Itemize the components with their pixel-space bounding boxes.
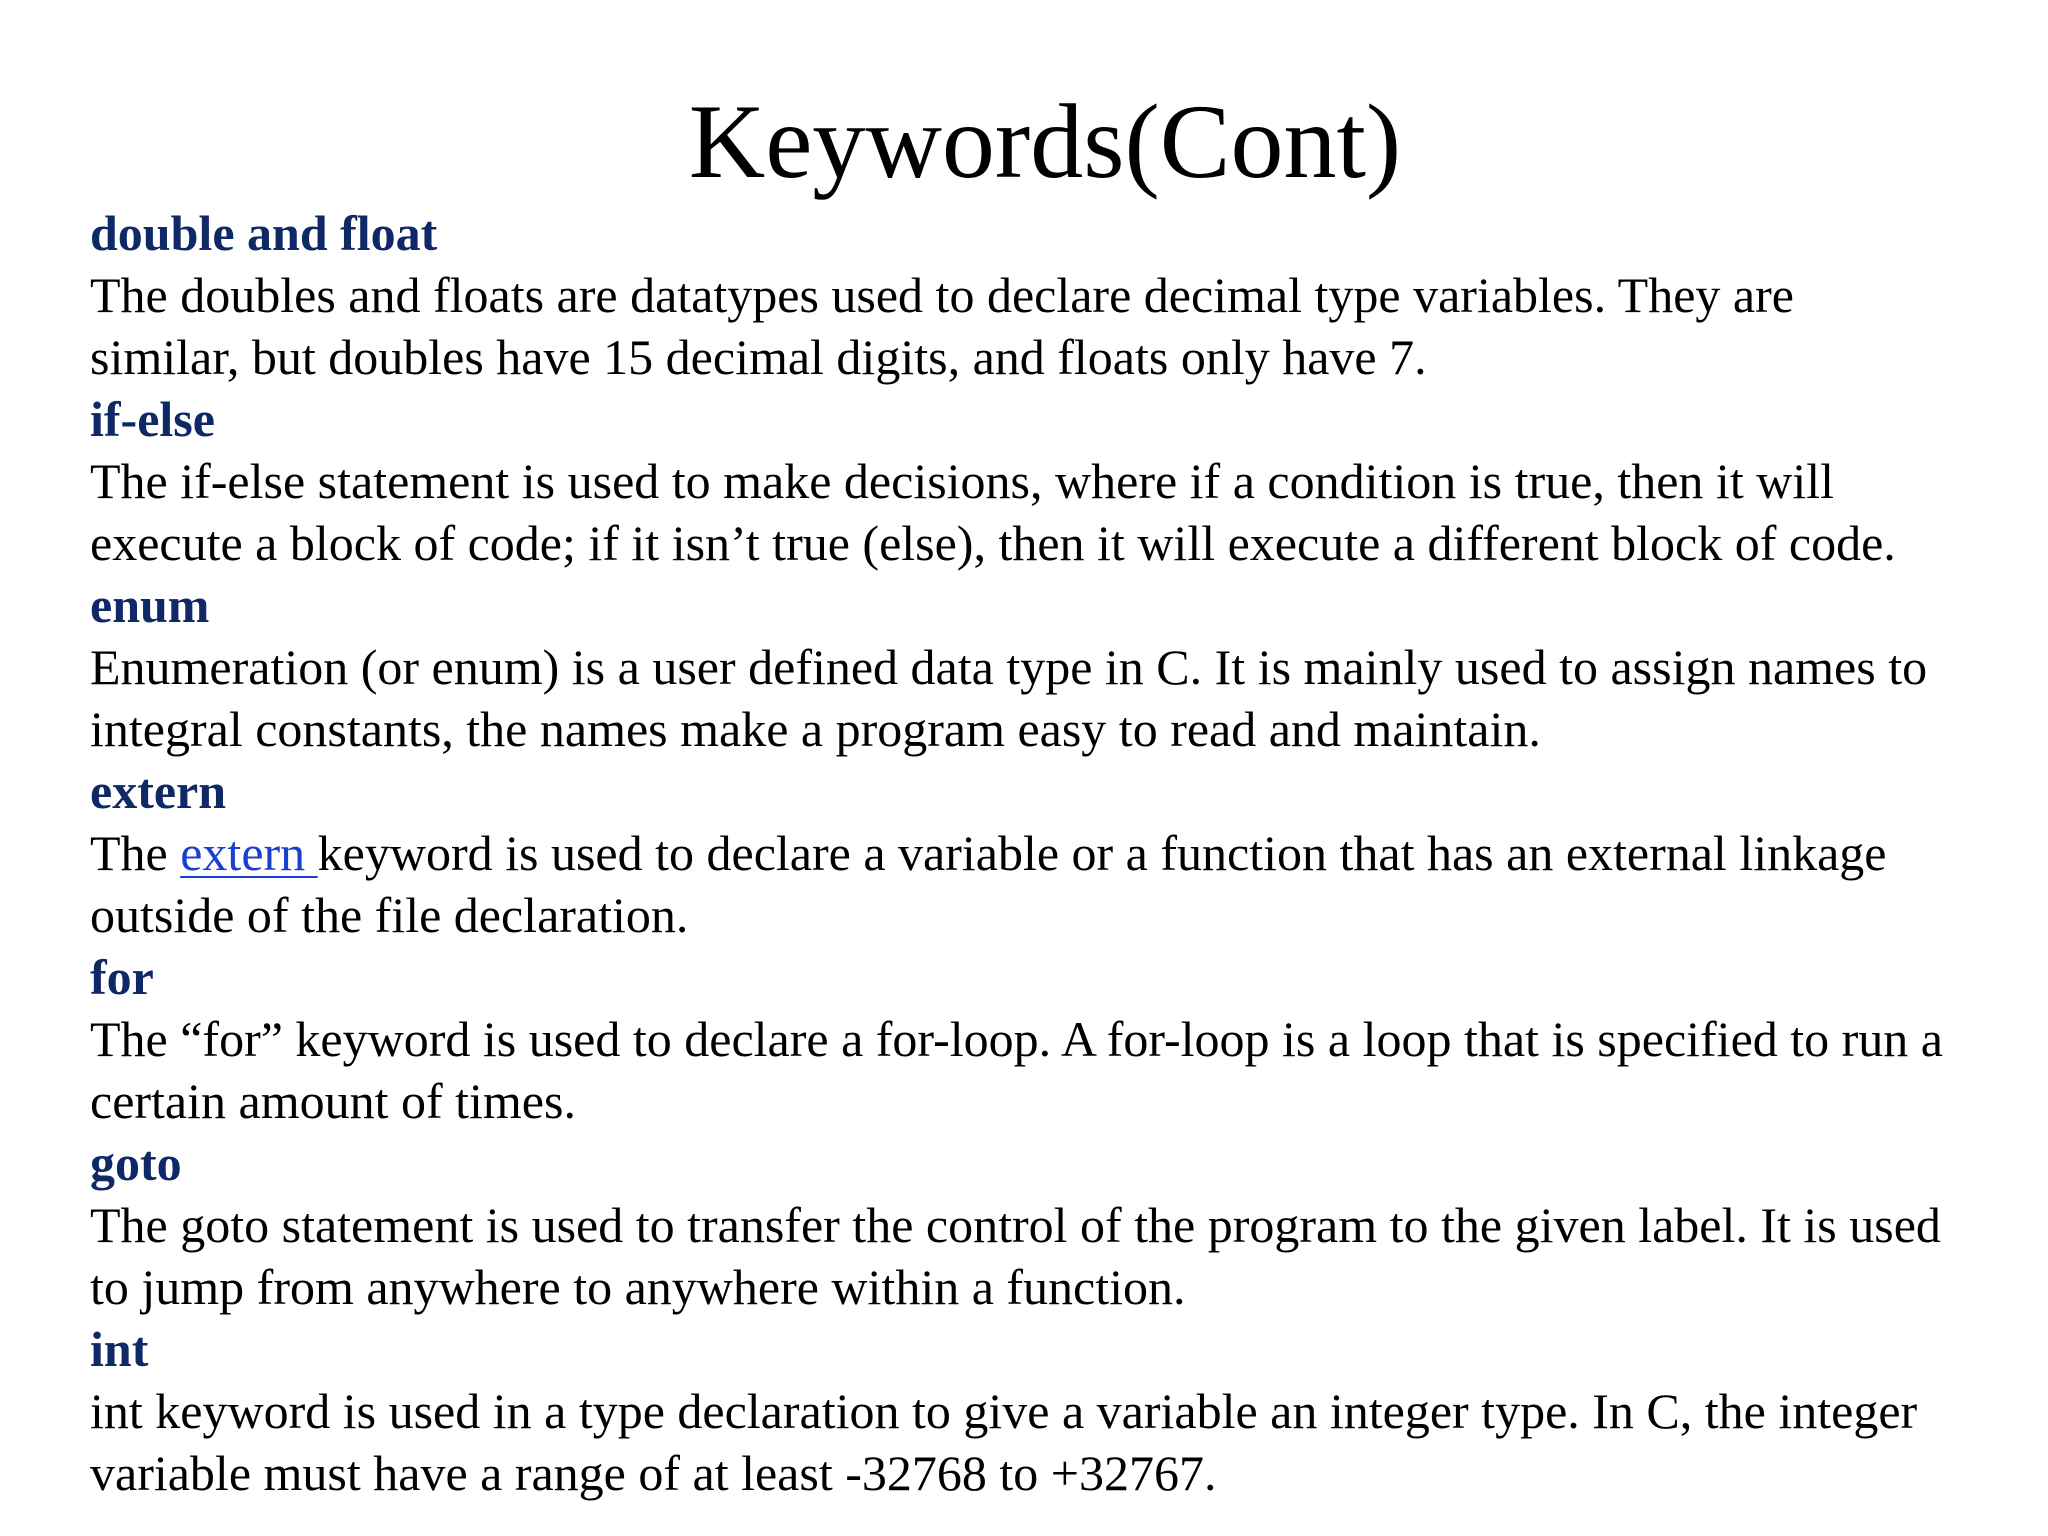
keyword-heading-if-else: if-else [90, 391, 215, 447]
description-line: The “for” keyword is used to declare a for-loop. A for-loop is a loop that is specified to run a [90, 1011, 1944, 1067]
description-text: keyword is used to declare a variable or a function that has an external linkage [317, 825, 1887, 881]
description-line: outside of the file declaration. [90, 887, 689, 943]
slide-title: Keywords(Cont) [688, 83, 1402, 200]
keyword-heading-int: int [90, 1321, 149, 1377]
description-line: integral constants, the names make a program easy to read and maintain. [90, 701, 1541, 757]
description-line: similar, but doubles have 15 decimal digits, and floats only have 7. [90, 329, 1427, 385]
description-line: to jump from anywhere to anywhere within a function. [90, 1259, 1186, 1315]
keyword-heading-for: for [90, 949, 154, 1005]
keyword-heading-goto: goto [90, 1135, 182, 1191]
keyword-description-if-else [90, 450, 2020, 574]
description-line: certain amount of times. [90, 1073, 576, 1129]
keyword-heading-extern: extern [90, 763, 227, 819]
keyword-description-for [90, 1008, 2020, 1132]
description-line: variable must have a range of at least -32768 to +32767. [90, 1445, 1217, 1501]
description-line: The if-else statement is used to make decisions, where if a condition is true, then it will [90, 453, 1834, 509]
slide-content [90, 202, 2020, 1504]
keyword-description-goto [90, 1194, 2020, 1318]
description-line: The doubles and floats are datatypes used to declare decimal type variables. They are [90, 267, 1794, 323]
keyword-heading-enum: enum [90, 577, 210, 633]
description-line: Enumeration (or enum) is a user defined data type in C. It is mainly used to assign names to [90, 639, 1928, 695]
description-line: int keyword is used in a type declaration to give a variable an integer type. In C, the integer [90, 1383, 1918, 1439]
keyword-description-enum [90, 636, 2020, 760]
description-line [90, 822, 2020, 884]
description-line: execute a block of code; if it isn’t true (else), then it will execute a different block of code. [90, 515, 1896, 571]
keyword-description-extern [90, 822, 2020, 946]
keyword-heading-double-float: double and float [90, 205, 438, 261]
description-text: The [90, 825, 181, 881]
keyword-description-double-float [90, 264, 2020, 388]
extern-link[interactable]: extern [180, 825, 318, 881]
keyword-description-int [90, 1380, 2020, 1504]
description-line: The goto statement is used to transfer the control of the program to the given label. It is used [90, 1197, 1941, 1253]
